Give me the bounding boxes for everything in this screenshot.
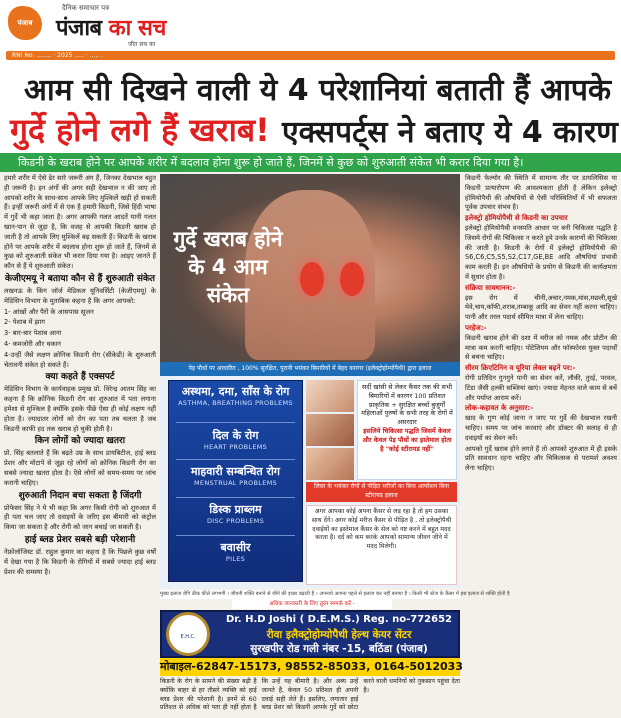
disease-name-hindi: डिस्क प्राब्लम [209,503,262,516]
symptom-list-item: 2- पेशाब में झाग [4,318,45,327]
article-subheading: क्या कहते हैं एक्सपर्ट [45,372,115,383]
disease-name-hindi: माहवारी सम्बन्धित रोग [190,465,280,478]
article-paragraph: मेडिसिन विभाग के कार्यवाहक प्रमुख प्रो. विरेन्द्र आतम सिंह का कहना है कि क्रोनिक किडनी रोग का शुरुआत में पता लगाना हमेशा से मुश्किल है क्योंकि इसके पीछे ऐसा ही कोई लक्षण नहीं होता है। ज्यादातर लोगों को रोग का पता तब चलता है जब किडनी काफी हद तक खराब हो चुकी होती है। [4,385,156,433]
article-paragraph: इलेक्ट्रो होमियोपैथी वनस्पति आधार पर बनी चिकित्सा पद्धति है जिसमे रोगों की चिकित्सा न करते हुये उनके कारणों की चिकित्सा की जाती है। किडनी के रोगों में इलेक्ट्रो होमियोपैथी की S6,C6,C5,S5,S2,C17,GE,BE आदि औषधियां प्रभावी काम करती हैं। इन औषधियों के प्रयोग से किडनी की कार्यक्षमता में सुधार होता है। [465,223,617,281]
article-subheading: लोक-कहावत के अनुसार:- [465,404,534,413]
article-subheading: इलेक्ट्रो होमियोपैथी से किडनी का उपचार [465,214,568,223]
disease-name-english: HEART PROBLEMS [203,443,268,451]
disease-item [172,428,299,451]
clinic-seal-icon: E.H.C. [166,612,210,656]
clinic-phone-numbers: मोबाइल-62847-15173, 98552-85033, 0164-5012033 [160,658,460,676]
article-subheading: शुरुआती निदान बचा सकता है जिंदगी [18,490,142,501]
clinic-address: सुरखपीर रोड गली नंबर -15, बठिंडा (पंजाब) [250,643,428,655]
clinic-name: रीवा इलैक्ट्रोहोम्योपैथी हेल्थ केयर सेंटर [266,629,412,641]
divider [176,459,295,460]
doctor-name: Dr. H.D Joshi ( D.E.M.S.) Reg. no-772652 [225,614,452,625]
bottom-article-text: किडनी के रोग के सामने की संख्या बढ़ी है क्योंकि बाहर से हर तीसरे व्यक्ति को हाई ब्लड प्रेशर की परेशानी है। इनमें से 60 प्रतिशत से अधिक को पता ही नहीं होता है कि उन्हें यह बीमारी है। और अब्य उन्हें जानते हैं, केवल 50 प्रतिशत ही अपनी दवाई सही लेते हैं। इसलिए, लगातार हाई ब्लड प्रेशर को किडनी आपके गुर्दे को छोटा करने वाली धमनियों को नुकसान पहुंचा देता है। [160,678,460,712]
patient-photo [306,414,354,446]
liver-treatment-strip: लिवर के भयंकर रोगों से पीड़ित मरीजों का बिना आपरेशन बिना स्टीरायड इलाज [306,482,457,502]
article-paragraph: आपको गुर्दे खराब होने लगते हैं तो आपको शुरुआत में ही इसके प्रति सावधान रहना चाहिए और चिकित्सक से परामर्श अवश्य लेना चाहिए। [465,444,617,473]
left-article-column [4,174,156,714]
divider [176,422,295,423]
cure-claim-red-text: इसलिये चिकित्सा पद्धति जिसमें केवल और केवल पेड़ पौधों का इस्तेमाल होता है "कोई स्टीरायड नहीं" [362,426,452,453]
dateline-strip: RNI No. ........ · 2025 ..... · ..... . [6,51,615,60]
ad-contact-caption: अधिक जानकारी के लिए तुरंत सम्पर्क करें - [232,599,392,609]
article-subheading: केजीएमयू ने बताया कौन से हैं शुरुआती संकेत [5,273,155,284]
masthead-tagline-bottom: जीत सच का [128,41,156,48]
disease-name-hindi: दिल के रोग [212,429,259,442]
headline-line-2-red: गुर्दे होने लगे हैं खराब! [10,111,270,149]
article-paragraph: इस रोग में चीनी,अचार,नमक,मांस,मछली,सूखे मेवे,चाय,कॉफी,शराब,तम्बाकू आदि का सेवन नहीं करना चाहिए। पानी और तरल पदार्थ सीमित मात्रा में लेना चाहिए। [465,293,617,322]
treatment-banner: पेड़ पौधों पर आधारित , 100% सुरक्षित, पुरानी भयंकर बिमारियों में बेहद कारगर (इलेक्ट्रोहोम्योपैथी) द्वारा इलाज [160,362,460,376]
right-article-column [465,174,617,714]
disease-name-hindi: अस्थमा, दमा, साँस के रोग [181,385,290,398]
article-subheading: संक्रिया सावधानन:- [465,283,516,292]
patient-photo [306,380,354,412]
article-paragraph: रोगी प्रतिदिन गुनगुने पानी का सेवन करें, लौकी, तुरई, परवल, टिंडा जैसी हल्की सब्जियां खाएं। ज्यादा मेहनत वाले काम से बचें और पर्याप्त आराम करें। [465,373,617,402]
newspaper-name [56,12,166,42]
punjab-map-logo-icon [8,6,42,40]
hero-caption: गुर्दे खराब होने के 4 आम संकेत [173,227,283,307]
cancer-support-note: अगर आपका कोई अपना कैंसर से लड़ रहा है तो हम उसका साथ देंगे। अगर कोई मरीज कैंसर से पीड़ित है , तो इलेक्ट्रोपैथी दवाईयों का इस्तेमाल कैंसर के सेल को नष्ट करने में बहुत मदद करता है। दर्द को कम करके आपको सामान्य जीवन जीने में मदद मिलेगी। [306,505,457,585]
article-subheading: हाई ब्लड प्रेशर सबसे बड़ी परेशानी [24,534,136,545]
disease-item [172,384,299,407]
divider [176,535,295,536]
disease-item [172,464,299,487]
article-subheading: सीरम क्रिएटिनिन व यूरिया लेवल बढ़ने पर:- [465,364,576,373]
logo-label: पंजाब [17,19,33,27]
headline-line-2-black: एक्सपर्ट्स ने बताए ये 4 कारण [282,115,618,150]
masthead-tagline-top: दैनिक समाचार पत्र [62,4,109,12]
article-paragraph: प्रो. सिंह बतलाते हैं कि बढ़ते उम्र के साथ डायबिटीज, हाई ब्लड प्रेशर और मोटापे से जूझ रहे लोगों को क्रोनिक किडनी रोग का सबसे ज्यादा खतरा होता है। ऐसे लोगों को समय-समय पर जांच करानी चाहिए। [4,449,156,487]
disease-name-english: PILES [225,555,246,563]
headline-line-1: आम सी दिखने वाली ये 4 परेशानियां बताती हैं आपके [24,73,611,108]
ad-disclaimer-strip: मुख्य इलाज रोगि ठीक कीले लगभगी । जीवनी शक्ति बनाने से जीने की इच्छा बढ़ाती है । अपनाये आपना पहले से इलाज कर नहीं बनाया है । किसी भी स्टेज के कैंसर में इस इलाज से शक्ति होती है [160,591,510,597]
disease-name-english: DISC PROBLEMS [206,517,265,525]
article-paragraph: लखनऊ के किंग जॉर्ज मेडिकल यूनिवर्सिटी (केजीएमयू) के मेडिसिन विभाग के मुताबिक कहना है कि अगर आपको: [4,286,156,305]
article-paragraph: प्रोफेसर सिंह ने ये भी कहा कि अगर किसी रोगी को शुरुआत में ही पता चल जाए तो दवाइयों के जरिए इस बीमारी को कंट्रोल किया जा सकता है और रोगी को जान बचाई जा सकती है। [4,503,156,532]
article-subheading: किन लोगों को ज्यादा खतरा [34,436,126,447]
cure-claim-text: सर्दी खांसी से लेकर कैंसर तक की सभी बिमारियों में कारगर 100 प्रतिशत प्राकृतिक + सुरक्षित बच्चों बुजुर्गों महिलाओं पुरुषों के सभी तरह के रोगों में असरदार [361,383,453,427]
symptom-list-item: 4- कमजोरी और थकान [4,339,61,348]
disease-name-english: MENSTRUAL PROBLEMS [194,479,277,487]
article-paragraph: किडनी फेल्योर की स्थिति में सामान्य तौर पर डायलिसिस या किडनी प्रत्यारोपण की आवश्यकता होती है लेकिन इलेक्ट्रो होमियोपैथी की औषधियों से ऐसी परिस्थितियों में भी सफलता पूर्वक उपचार संभव है। [465,174,617,212]
article-paragraph: नेफ्रोलॉजिस्ट डॉ. राहुल कुमार का कहना है कि पिछले कुछ वर्षों में देखा गया है कि किडनी के रोगियों में सबसे ज्यादा हाई ब्लड प्रेशर की समस्या है। [4,547,156,576]
article-paragraph: खाद के गुण कोई जाना न जाए पर गुर्दे की देखभाल रखनी चाहिए। समय पर जांच करवाएं और डॉक्टर की सलाह से ही दवाइयों का सेवन करें। [465,414,617,442]
right-kidney-icon [340,262,364,296]
article-subheading: परहेज:- [465,323,487,332]
subheadline-banner: किडनी के खराब होने पर आपके शरीर में बदलाव होना शुरू हो जाते हैं, जिनमें से कुछ को शुरुआती संकेत भी करार दिया गया है। [0,153,621,172]
cure-claim-box [357,380,457,480]
article-paragraph: किडनी खराब होने की दशा में मरीज को नमक और प्रोटीन की मात्रा कम करनी चाहिए। पोटेशियम और फॉस्फोरस युक्त पदार्थों से बचना चाहिए। [465,333,617,362]
patient-photo [306,448,354,480]
article-paragraph: 4-उन्हीं जैसे लक्षण क्रोनिक किडनी रोग (सीकेडी) के शुरुआती चेतावनी संकेत हो सकते हैं। [4,350,156,369]
disease-item [172,502,299,525]
divider [176,497,295,498]
disease-name-english: ASTHMA, BREATHING PROBLEMS [178,399,293,407]
disease-name-hindi: बवासीर [220,541,251,554]
newspaper-name-a: पंजाब [56,16,109,41]
newspaper-name-b: का सच [108,16,166,41]
article-paragraph: हमारे शरीर में ऐसे ढेर सारे जरूरी अंग हैं, जिनका देखभाल बहुत ही जरूरी है। इन अंगों की अगर सही देखभाल न की जाए तो आपको शरीर के साथ-साथ आपके लिए मुश्किलें खड़ी हो सकती हैं। इन्हीं जरूरी अंगों में से एक है हमारी किडनी, जिसे हिंदी भाषा में गुर्दे भी कहा जाता है। अगर आपकी गलत आदतें यानी गलत खान-पान से जुड़ा है, कि वजह से आपकी किडनी खराब हो जाती है तो आपके लिए मुश्किलें बढ़ सकती हैं। किडनी के खराब होने पर आपके शरीर में बदलाव होना शुरू हो जाते हैं, जिनमें से कुछ को शुरुआती संकेत भी करार दिया गया है। आइए जानते हैं कौन से हैं ये शुरुआती संकेत। [4,174,156,271]
disease-item [172,540,299,563]
symptom-list-item: 1- आंखों और पैरों के आसपास सूजन [4,307,94,316]
symptom-list-item: 3- बार-बार पेशाब आना [4,329,62,338]
left-kidney-icon [300,262,324,296]
